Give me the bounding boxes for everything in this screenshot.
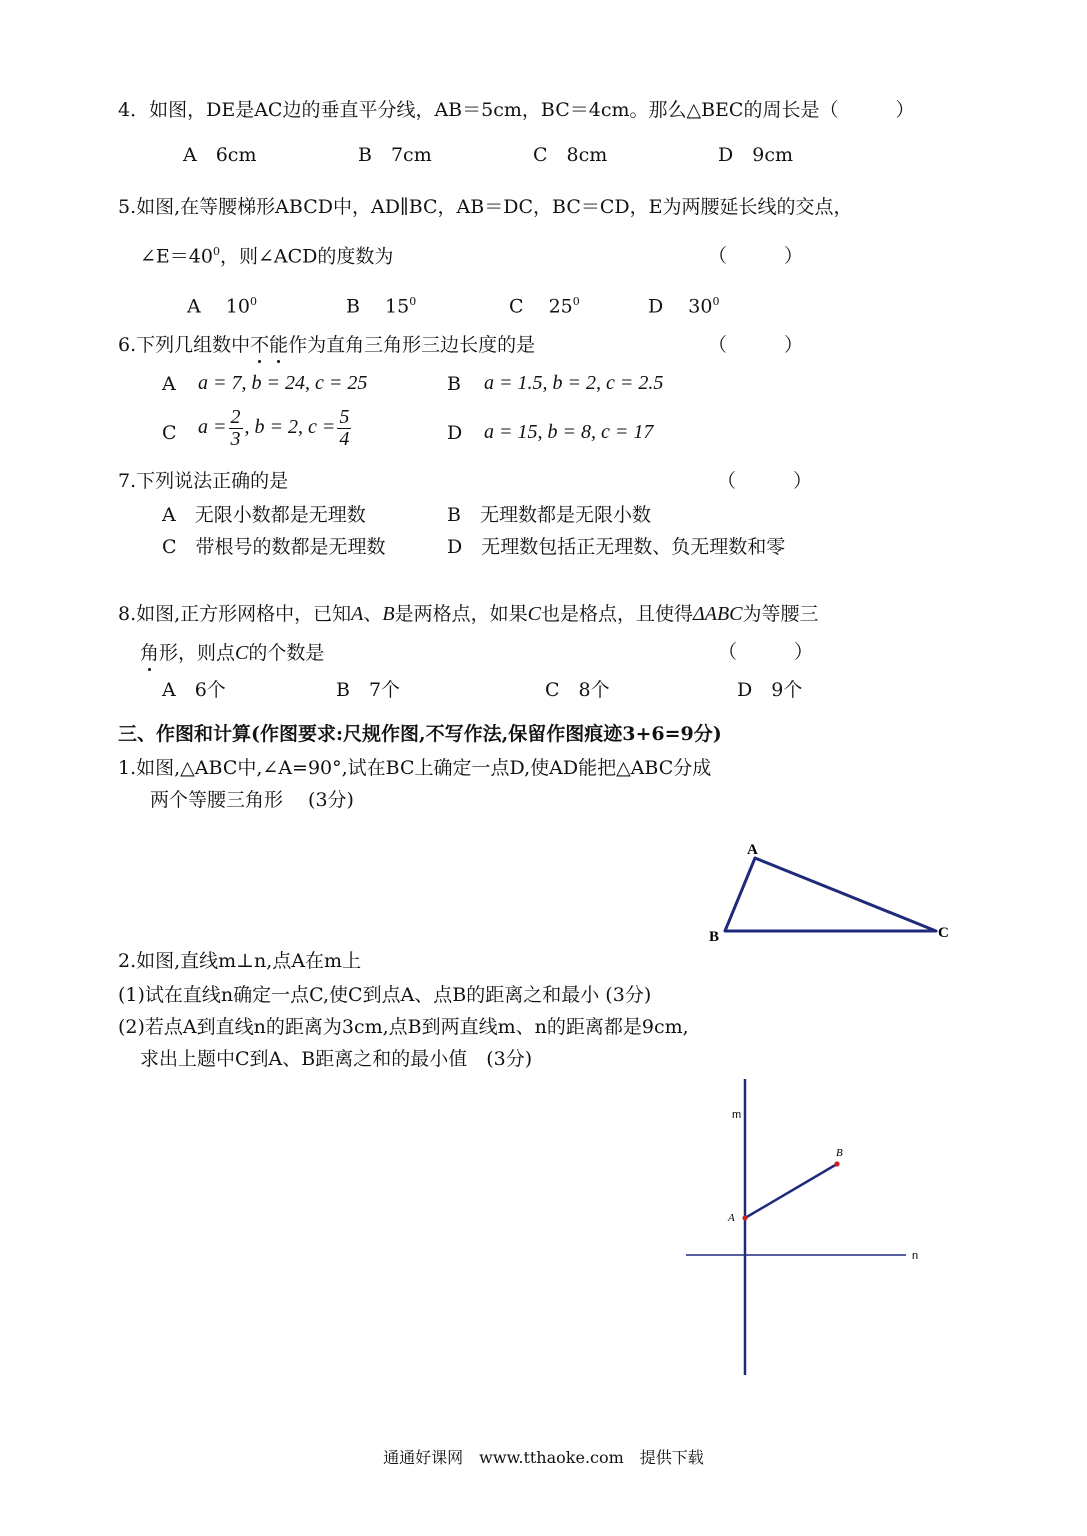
q7-option-c: C 带根号的数都是无理数 — [162, 536, 386, 558]
section3-problem2-line4: 求出上题中C到A、B距离之和的最小值 (3分) — [140, 1048, 533, 1070]
q6-option-b-letter: B — [447, 373, 461, 395]
q5-option-d: D $30^0$ — [648, 295, 720, 318]
q8-option-b: B 7个 — [336, 679, 401, 701]
q8-line1: 8.如图,正方形网格中，已知A、B是两格点，如果C也是格点，且使得ΔABC为等腰三 — [118, 603, 819, 625]
fig1-label-a: A — [747, 842, 758, 858]
perpendicular-lines-figure — [680, 1075, 930, 1380]
q6-option-c-letter: C — [162, 422, 177, 444]
fig2-label-m: m — [732, 1109, 742, 1121]
q6-option-a-math: a = 7, b = 24, c = 25 — [198, 372, 368, 394]
q4-text: 4．如图，DE是AC边的垂直平分线，AB＝5cm，BC＝4cm。那么△BEC的周长是（ ） — [118, 99, 915, 121]
q8-line2: 角形，则点C的个数是 — [140, 642, 325, 664]
footer: 通通好课网 www.tthaoke.com 提供下载 — [383, 1448, 704, 1467]
section3-heading: 三、作图和计算(作图要求:尺规作图,不写作法,保留作图痕迹3+6=9分) — [118, 723, 722, 745]
q6-text: 6.下列几组数中不能作为直角三角形三边长度的是 — [118, 334, 536, 356]
q8-answer-paren: （ ） — [718, 641, 814, 663]
q5-option-c: C $25^0$ — [509, 295, 580, 318]
segment-ab — [745, 1164, 837, 1218]
q5-option-b: B $15^0$ — [346, 295, 417, 318]
q7-text: 7.下列说法正确的是 — [118, 470, 289, 492]
q4-option-a: A 6cm — [183, 144, 257, 166]
q6-answer-paren: （ ） — [708, 334, 804, 356]
q7-option-b: B 无理数都是无限小数 — [447, 504, 651, 526]
q8-option-d: D 9个 — [737, 679, 803, 701]
q8-option-a: A 6个 — [162, 679, 226, 701]
fig1-label-c: C — [938, 925, 949, 941]
point-a — [742, 1215, 747, 1220]
section3-problem2-line1: 2.如图,直线m⊥n,点A在m上 — [118, 950, 362, 972]
q5-option-a: A $10^0$ — [187, 295, 257, 318]
q6-option-a-letter: A — [162, 373, 176, 395]
q5-angle-e: ∠E＝40 — [140, 245, 213, 268]
q4-option-c: C 8cm — [533, 144, 608, 166]
triangle-abc — [725, 858, 936, 931]
q6-option-d-letter: D — [447, 422, 463, 444]
q5-answer-paren: （ ） — [708, 245, 804, 267]
q6-option-d-math: a = 15, b = 8, c = 17 — [484, 421, 654, 443]
q7-option-a: A 无限小数都是无理数 — [162, 504, 366, 526]
fig2-label-b: B — [836, 1147, 843, 1159]
point-b — [834, 1161, 839, 1166]
fraction-five-quarters: $\frac{5}{4}$ — [339, 406, 350, 450]
section3-problem1-line1: 1.如图,△ABC中,∠A=90°,试在BC上确定一点D,使AD能把△ABC分成 — [118, 757, 712, 779]
section3-problem2-line3: (2)若点A到直线n的距离为3cm,点B到两直线m、n的距离都是9cm, — [118, 1016, 689, 1038]
fraction-two-thirds: $\frac{2}{3}$ — [230, 406, 241, 450]
q6-emphasis: 不能 — [250, 334, 289, 356]
q7-option-d: D 无理数包括正无理数、负无理数和零 — [447, 536, 786, 558]
q6-option-b-math: a = 1.5, b = 2, c = 2.5 — [484, 372, 664, 394]
q7-answer-paren: （ ） — [717, 470, 813, 492]
section3-problem1-line2: 两个等腰三角形 (3分) — [150, 789, 354, 811]
q5-line2: $\angle E=40^0$，则∠ACD的度数为 — [140, 245, 394, 268]
fig2-label-a: A — [728, 1212, 735, 1224]
q4-option-b: B 7cm — [358, 144, 432, 166]
q6-option-c-math: a = $\frac{2}{3}$ , b = 2, c = $\frac{5}{4}$ — [198, 406, 350, 450]
q8-option-c: C 8个 — [545, 679, 610, 701]
fig2-label-n: n — [912, 1250, 919, 1262]
triangle-figure — [700, 835, 960, 947]
fig1-label-b: B — [709, 929, 720, 945]
q5-line1: 5.如图,在等腰梯形ABCD中，AD∥BC，AB＝DC，BC＝CD，E为两腰延长线的交点， — [118, 196, 853, 218]
section3-problem2-line2: (1)试在直线n确定一点C,使C到点A、点B的距离之和最小 (3分) — [118, 984, 652, 1006]
q4-option-d: D 9cm — [718, 144, 793, 166]
